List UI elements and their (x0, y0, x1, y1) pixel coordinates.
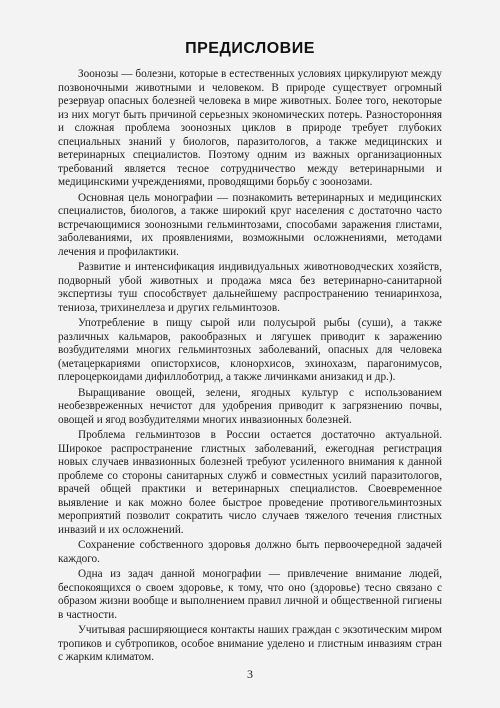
preface-body (58, 68, 442, 667)
paragraph: Выращивание овощей, зелени, ягодных культур с использованием необезвреженных нечистот для удобрения приводит к загрязнению почвы, овощей и ягод возбудителями многих инвазионных болезней. (58, 386, 442, 426)
paragraph: Основная цель монографии — познакомить ветеринарных и медицинских специалистов, биологов, а также широкий круг населения с достаточно часто встречающимися зоонозными гельминтозами, способами заражения глистами, заболеваниями, их проявлениями, возможными осложнениями, методами лечения и профилактики. (58, 191, 442, 258)
paragraph: Развитие и интенсификация индивидуальных животноводческих хозяйств, подворный убой животных и продажа мяса без ветеринарно-санитарной экспертизы туш способствует дальнейшему распространению тениаринхоза, тениоза, трихинеллеза и других гельминтозов. (58, 261, 442, 314)
paragraph: Сохранение собственного здоровья должно быть первоочередной задачей каждого. (58, 539, 442, 565)
paragraph: Одна из задач данной монографии — привлечение внимание людей, беспокоящихся о своем здоровье, к тому, что оно (здоровье) тесно связано с образом жизни вообще и выполнением правил личной и общественной гигиены в частности. (58, 568, 442, 621)
paragraph: Зоонозы — болезни, которые в естественных условиях циркулируют между позвоночными животными и человеком. В природе существует огромный резервуар опасных болезней человека в мире животных. Более того, некоторые из них могут быть причиной серьезных экономических потерь. Разносторонняя и сложная проблема зоонозных циклов в природе требует глубоких специальных знаний у биологов, паразитологов, а также медицинских и ветеринарных специалистов. Поэтому одним из важных организационных требований является тесное сотрудничество между ветеринарными и медицинскими учреждениями, проводящими борьбу с зоонозами. (58, 68, 442, 188)
paragraph: Употребление в пищу сырой или полусырой рыбы (суши), а также различных кальмаров, ракообразных и лягушек приводит к заражению возбудителями многих гельминтозных заболеваний, опасных для человека (метацеркариями описторхисов, клонорхисов, эхинохазм, парагонимусов, плероцеркоидами дифиллоботрид, а также личинками анизакид и др.). (58, 317, 442, 383)
page-number: 3 (247, 667, 253, 681)
page-title: ПРЕДИСЛОВИЕ (185, 40, 315, 57)
paragraph: Учитывая расширяющиеся контакты наших граждан с экзотическим миром тропиков и субтропиков, особое внимание уделено и глистным инвазиям стран с жарким климатом. (58, 624, 442, 663)
paragraph: Проблема гельминтозов в России остается достаточно актуальной. Широкое распространение глистных заболеваний, ежегодная регистрация новых случаев инвазионных болезней требуют усиленного внимания к данной проблеме со стороны санитарных служб и совместных усилий паразитологов, врачей общей практики и ветеринарных специалистов. Своевременное выявление и как можно более быстрое проведение противогельминтозных мероприятий позволит сократить число случаев тяжелого течения глистных инвазий и их осложнений. (58, 429, 442, 536)
